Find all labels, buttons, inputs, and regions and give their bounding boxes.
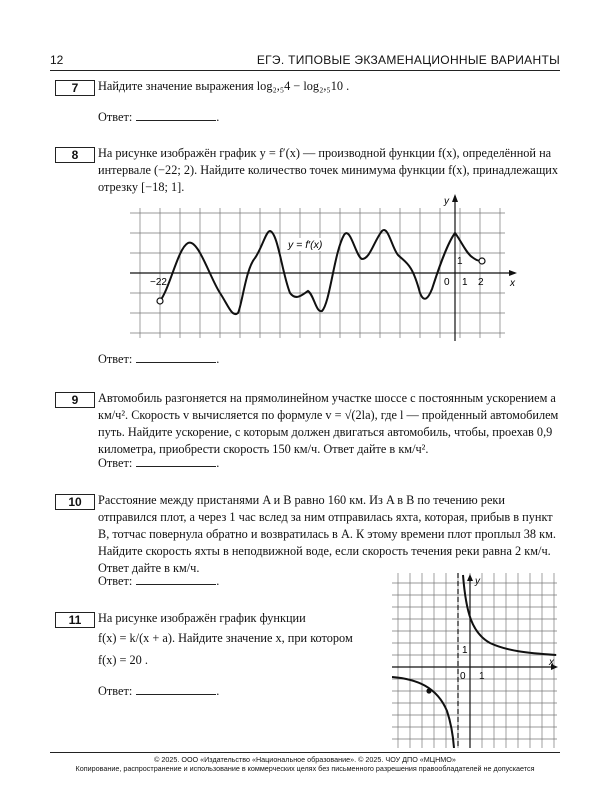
answer-field[interactable]: Ответ: . — [98, 456, 220, 470]
task-number: 10 — [55, 494, 95, 510]
task-text: Найдите значение выражения log₂,₅4 − log₂,₅10 . — [98, 79, 350, 93]
curve-label: y = f′(x) — [288, 239, 323, 251]
tick-minus-22: −22 — [150, 277, 167, 288]
tick-one: 1 — [462, 277, 468, 288]
tick-y-one: 1 — [457, 256, 463, 267]
task-9 — [50, 390, 560, 470]
task-7 — [50, 78, 560, 128]
answer-label: Ответ: — [98, 456, 133, 470]
derivative-graph — [130, 193, 525, 343]
task-number: 9 — [55, 392, 95, 408]
answer-label: Ответ: — [98, 110, 133, 124]
tick-two: 2 — [478, 277, 484, 288]
task-text-line-3: f(x) = 20 . — [98, 653, 148, 667]
task-text-line-1: На рисунке изображён график функции — [98, 611, 306, 625]
answer-label: Ответ: — [98, 352, 133, 366]
task-text: Автомобиль разгоняется на прямолинейном участке шоссе с постоянным ускорением a км/ч². Скорость v вычисляется по формуле v = √(2la), где l — пройденный автомобилем путь. Найдите ускорение, с которым должен двигаться автомобиль, чтобы, проехав 0,9 километра, приобрести скорость 150 км/ч. Ответ дайте в км/ч². — [98, 391, 559, 456]
task-number: 8 — [55, 147, 95, 163]
y-axis-label: y — [475, 576, 480, 587]
answer-field[interactable]: Ответ: . — [98, 352, 220, 366]
x-axis-label: x — [510, 278, 515, 289]
hyperbola-graph — [392, 573, 560, 748]
answer-label: Ответ: — [98, 684, 133, 698]
page-number: 12 — [50, 53, 64, 67]
footer-copyright: © 2025. ООО «Издательство «Национальное образование». © 2025. ЧОУ ДПО «МЦНМО» — [154, 755, 456, 764]
footer-notice: Копирование, распространение и использование в коммерческих целях без письменного разрешения правообладателей не допускается — [75, 764, 535, 773]
hyperbola-left-branch — [392, 677, 454, 748]
page-title: ЕГЭ. ТИПОВЫЕ ЭКЗАМЕНАЦИОННЫЕ ВАРИАНТЫ — [256, 53, 560, 67]
task-text: Расстояние между пристанями A и B равно 160 км. Из A в B по течению реки отправился плот, а через 1 час вслед за ним отправилась яхта, которая, прибыв в пункт B, тотчас повернула обратно и возвратилась в A. К этому времени плот проплыл 38 км. Найдите скорость яхты в неподвижной воде, если скорость течения реки равна 2 км/ч. Ответ дайте в км/ч. — [98, 493, 556, 575]
page-footer — [50, 752, 560, 773]
tick-x-one: 1 — [479, 671, 485, 682]
tick-zero: 0 — [444, 277, 450, 288]
answer-field[interactable]: Ответ: . — [98, 574, 220, 588]
tick-y-one: 1 — [462, 645, 468, 656]
tick-zero: 0 — [460, 671, 466, 682]
page-header — [50, 50, 560, 71]
answer-field[interactable]: Ответ: . — [98, 110, 220, 124]
answer-label: Ответ: — [98, 574, 133, 588]
task-number: 11 — [55, 612, 95, 628]
y-axis-label: y — [444, 196, 449, 207]
task-number: 7 — [55, 80, 95, 96]
x-axis-label: x — [549, 657, 554, 668]
task-text-line-2: f(x) = k/(x + a). Найдите значение x, при котором — [98, 631, 353, 645]
answer-field[interactable]: Ответ: . — [98, 684, 220, 698]
task-text: На рисунке изображён график y = f′(x) — производной функции f(x), определённой на интервале (−22; 2). Найдите количество точек минимума функции f(x), принадлежащих отрезку [−18; 1]. — [98, 146, 559, 194]
